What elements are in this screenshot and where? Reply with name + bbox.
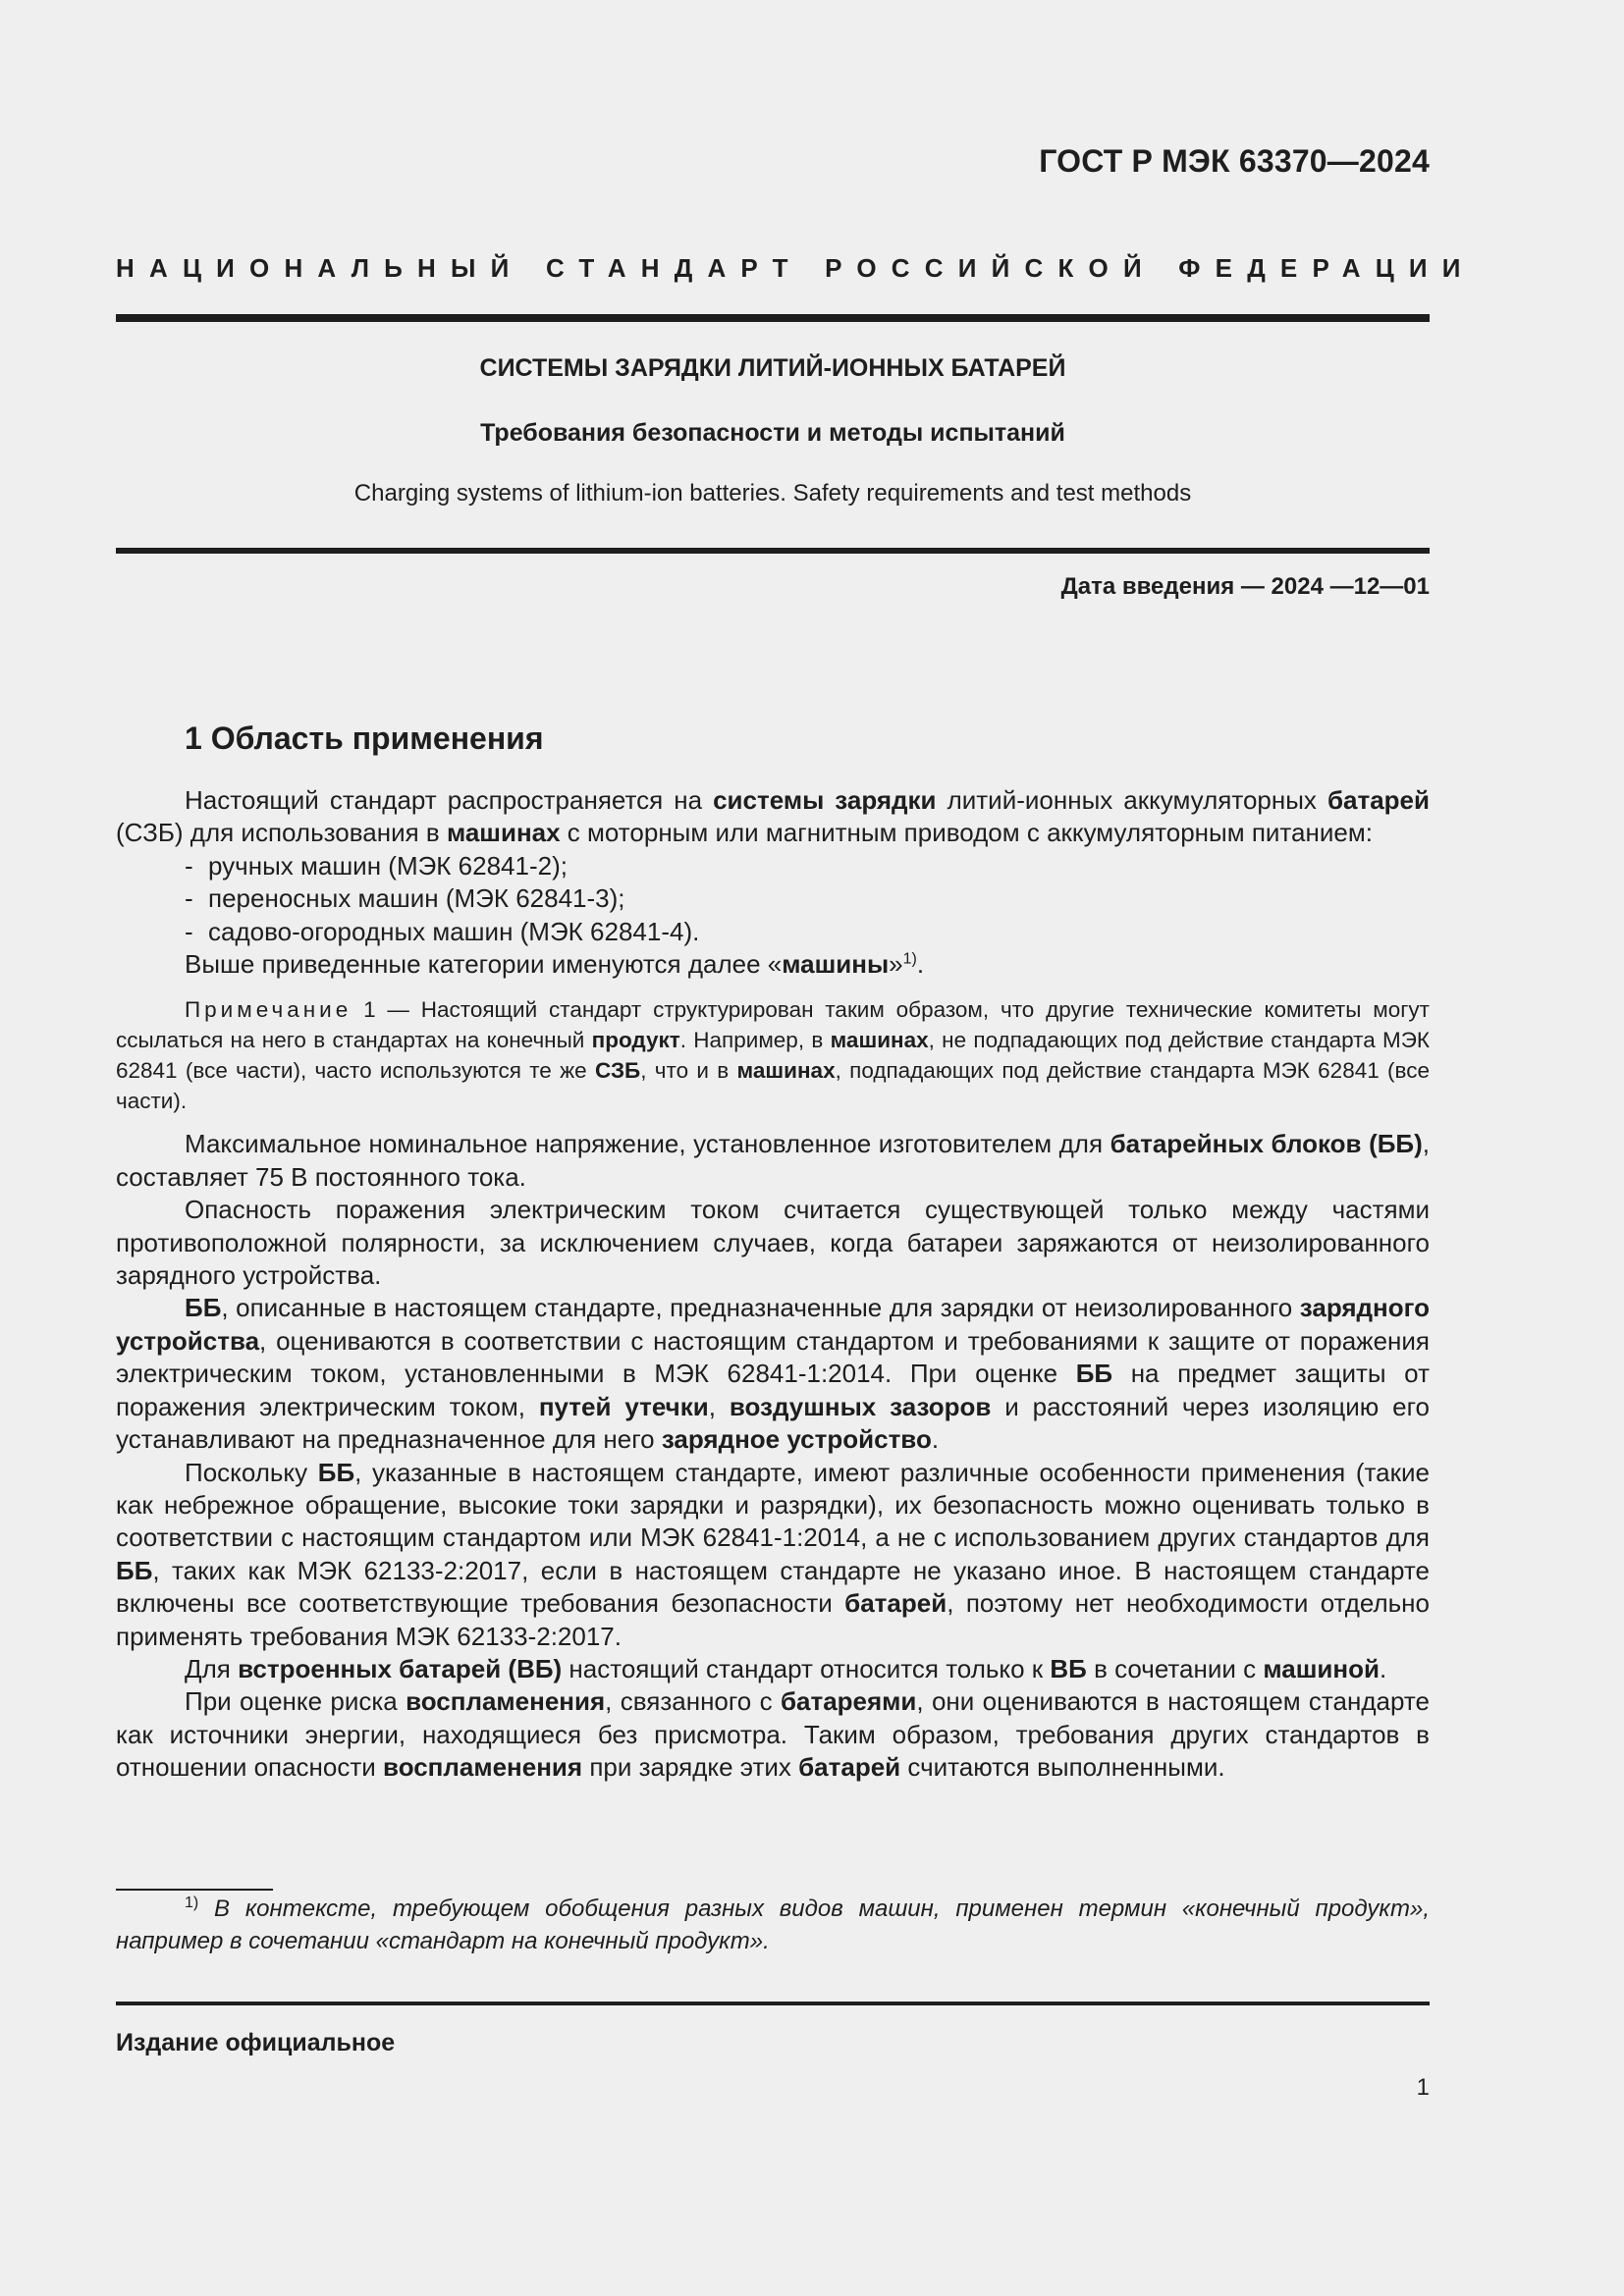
document-page — [116, 0, 1476, 2296]
list-item: - садово-огородных машин (МЭК 62841-4). — [185, 916, 700, 946]
paragraph-safety-assessment: Поскольку ББ, указанные в настоящем стандарте, имеют различные особенности применения (такие как небрежное обращение, высокие токи зарядки и разрядки), их безопасность можно оценивать только в соответствии с настоящим стандартом или МЭК 62841-1:2014, а не с использованием других стандартов для ББ, таких как МЭК 62133-2:2017, если в настоящем стандарте не указано иное. В настоящем стандарте включены все соответствующие требования безопасности батарей, поэтому нет необходимости отдельно применять требования МЭК 62133-2:2017. — [116, 1457, 1430, 1651]
official-edition-label: Издание официальное — [116, 2029, 396, 2056]
national-standard-banner: НАЦИОНАЛЬНЫЙ СТАНДАРТ РОССИЙСКОЙ ФЕДЕРАЦИИ — [116, 253, 1476, 283]
paragraph-integrated-batteries: Для встроенных батарей (ВБ) настоящий стандарт относится только к ВБ в сочетании с машиной. — [185, 1653, 1387, 1683]
document-title: СИСТЕМЫ ЗАРЯДКИ ЛИТИЙ-ИОННЫХ БАТАРЕЙ — [479, 354, 1066, 382]
paragraph-scope: Настоящий стандарт распространяется на системы зарядки литий-ионных аккумуляторных батарей (СЗБ) для использования в машинах с моторным или магнитным приводом с аккумуляторным питанием: — [116, 785, 1430, 848]
page-number: 1 — [1416, 2074, 1430, 2101]
title-rule — [116, 548, 1430, 554]
document-code: ГОСТ Р МЭК 63370—2024 — [1039, 143, 1430, 179]
machine-list — [116, 850, 1430, 948]
list-item: - переносных машин (МЭК 62841-3); — [185, 883, 625, 914]
paragraph-non-isolated-charger: ББ, описанные в настоящем стандарте, предназначенные для зарядки от неизолированного зарядного устройства, оцениваются в соответствии с настоящим стандартом и требованиями к защите от поражения электрическим током, установленными в МЭК 62841-1:2014. При оценке ББ на предмет защиты от поражения электрическим током, путей утечки, воздушных зазоров и расстояний через изоляцию его устанавливают на предназначенное для него зарядное устройство. — [116, 1293, 1430, 1455]
list-item: - ручных машин (МЭК 62841-2); — [185, 850, 568, 881]
note-1: Примечание 1 — Настоящий стандарт структурирован таким образом, что другие технические комитеты могут ссылаться на него в стандартах на конечный продукт. Например, в машинах, не подпадающих под действие стандарта МЭК 62841 (все части), часто используются те же СЗБ, что и в машинах, подпадающих под действие стандарта МЭК 62841 (все части). — [116, 997, 1430, 1114]
document-subtitle: Требования безопасности и методы испытаний — [480, 419, 1065, 447]
paragraph-voltage: Максимальное номинальное напряжение, установленное изготовителем для батарейных блоков (ББ), составляет 75 В постоянного тока. — [116, 1129, 1430, 1192]
paragraph-categories: Выше приведенные категории именуются далее «машины»$^{1)}$. — [185, 949, 925, 980]
footnote-reference[interactable]: 1) — [902, 950, 917, 968]
english-title: Charging systems of lithium-ion batteries. Safety requirements and test methods — [353, 480, 1192, 507]
introduction-date: Дата введения — 2024 —12—01 — [1060, 573, 1430, 600]
top-rule — [116, 314, 1430, 322]
section-heading: 1 Область применения — [185, 721, 544, 756]
footnote-rule — [116, 1889, 273, 1891]
note-label: Примечание — [185, 997, 352, 1023]
footnote: $^{1)}$ В контексте, требующем обобщения разных видов машин, применен термин «конечный продукт», например в сочетании «стандарт на конечный продукт». — [116, 1895, 1430, 1954]
paragraph-shock-hazard: Опасность поражения электрическим током считается существующей только между частями противоположной полярности, за исключением случаев, когда батареи заряжаются от неизолированного зарядного устройства. — [116, 1195, 1430, 1291]
paragraph-fire-risk: При оценке риска воспламенения, связанного с батареями, они оцениваются в настоящем стандарте как источники энергии, находящиеся без присмотра. Таким образом, требования других стандартов в отношении опасности воспламенения при зарядке этих батарей считаются выполненными. — [116, 1686, 1430, 1783]
bottom-rule — [116, 2002, 1430, 2005]
section-body — [116, 715, 1430, 1785]
